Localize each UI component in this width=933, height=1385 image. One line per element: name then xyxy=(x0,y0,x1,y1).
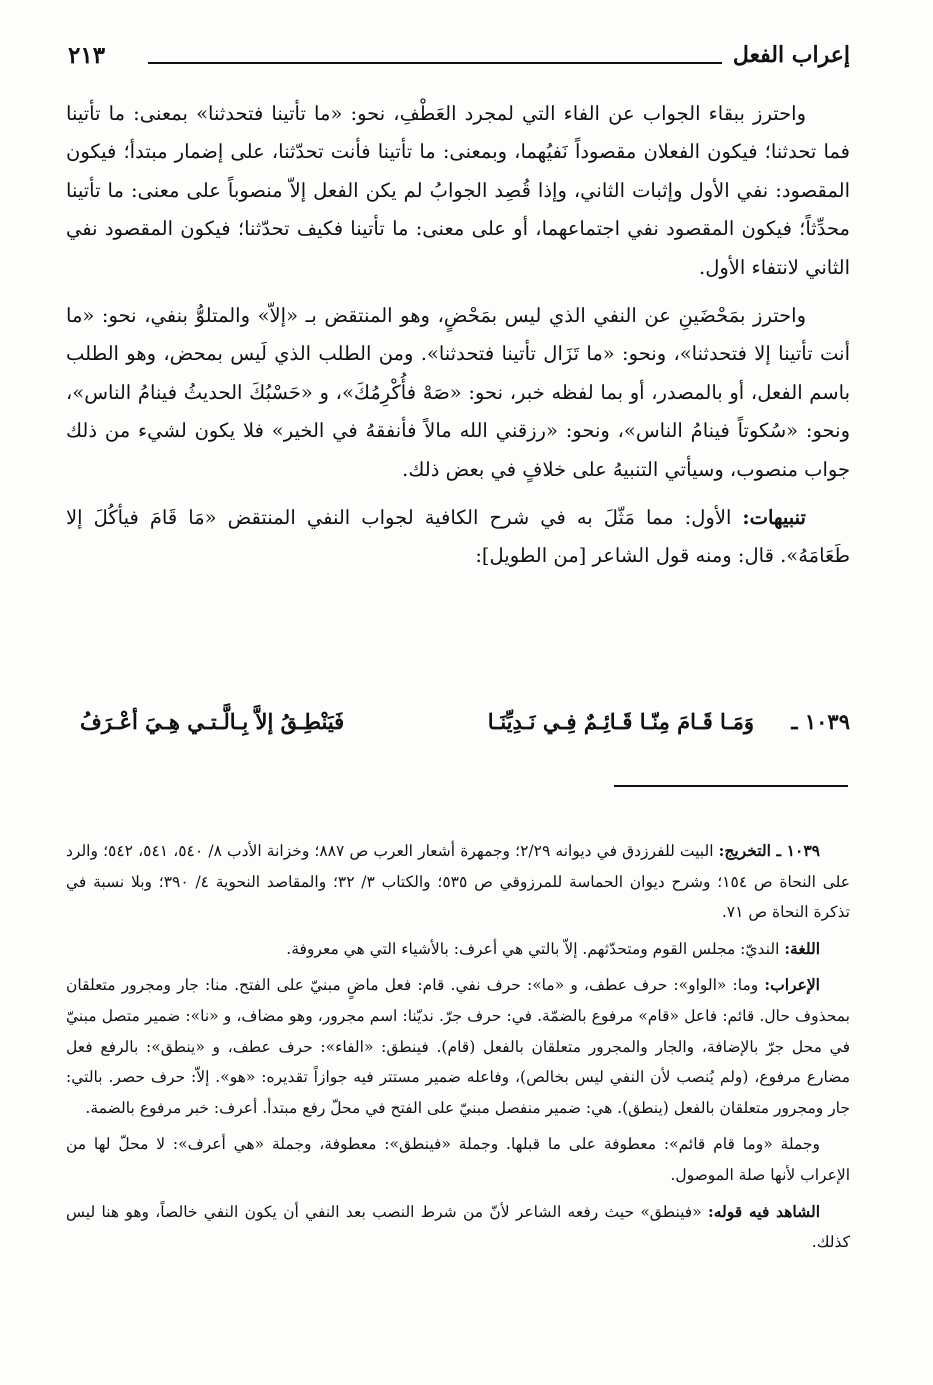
takhrij-label: ١٠٣٩ ـ التخريج: xyxy=(718,841,820,860)
paragraph-3 xyxy=(66,499,850,576)
notes-heading: تنبيهات: xyxy=(742,506,806,530)
paragraph-1: واحترز ببقاء الجواب عن الفاء التي لمجرد العَطْفِ، نحو: «ما تأتينا فتحدثنا» بمعنى: ما تأتينا فما تحدثنا؛ فيكون الفعلان مقصوداً نَفيُهما، وبمعنى: ما تأتينا فأنت تحدّثنا، على إضمار مبتدأ؛ فيكون المقصود: نفي الأول وإثبات الثاني، وإذا قُصِد الجوابُ لم يكن الفعل إلاّ منصوباً على معنى: ما تأتينا محدِّثاً؛ فيكون المقصود نفي اجتماعهما، أو على معنى: ما تأتينا فكيف تحدّثنا؛ فيكون المقصود نفي الثاني لانتفاء الأول. xyxy=(66,102,850,279)
main-text xyxy=(66,95,850,586)
irab-text: وما: «الواو»: حرف عطف، و «ما»: حرف نفي. قام: فعل ماضٍ مبنيّ على الفتح. منا: جار ومجرور متعلقان بمحذوف حال. قائم: فاعل «قام» مرفوع بالضمّة. في: حرف جرّ. نديّنا: اسم مجرور، وهو مضاف، و «نا»: ضمير متصل مبنيّ في محل جرّ بالإضافة، والجار والمجرور متعلقان بالفعل (قام). فينطق: «الفاء»: حرف عطف، و «ينطق»: بالرفع فعل مضارع مرفوع، (ولم يُنصب لأن النفي ليس بخالص)، وفاعله ضمير مستتر فيه جوازاً تقديره: «هو». إلاّ: حرف حصر. بالتي: جار ومجرور متعلقان بالفعل (ينطق). هي: ضمير منفصل مبنيّ على الفتح في محلّ رفع مبتدأ. أعرف: خبر مرفوع بالضمة. xyxy=(66,976,850,1117)
footnotes xyxy=(66,836,850,1264)
page-number: ٢١٣ xyxy=(68,42,106,69)
header-rule xyxy=(148,62,722,64)
footnote-jumal: وجملة «وما قام قائم»: معطوفة على ما قبلها. وجملة «فينطق»: معطوفة، وجملة «هي أعرف»: لا محلّ لها من الإعراب لأنها صلة الموصول. xyxy=(66,1135,850,1184)
verse-number: ١٠٣٩ ـ xyxy=(791,709,850,734)
verse-first-hemistich: وَمَـا قَـامَ مِنّـا قَـائِـمٌ فِـي نَـدِيِّنَـا xyxy=(487,709,754,734)
takhrij-text: البيت للفرزدق في ديوانه ٢/٢٩؛ وجمهرة أشعار العرب ص ٨٨٧؛ وخزانة الأدب ٨/ ٥٤٠، ٥٤١، ٥٤٢؛ والرد على النحاة ص ١٥٤؛ وشرح ديوان الحماسة للمرزوقي ص ٥٣٥؛ والكتاب ٣/ ٣٢؛ والمقاصد النحوية ٤/ ٣٩٠؛ وبلا نسبة في تذكرة النحاة ص ٧١. xyxy=(66,842,851,922)
shahid-label: الشاهد فيه قوله: xyxy=(708,1201,821,1221)
lugha-text: النديّ: مجلس القوم ومتحدّثهم. إلاّ بالتي هي أعرف: بالأشياء التي هي معروفة. xyxy=(286,939,780,958)
footnote-shahid xyxy=(66,1197,850,1258)
irab-label: الإعراب: xyxy=(764,975,820,995)
shahid-text: «فينطق» حيث رفعه الشاعر لأنّ من شرط النصب بعد النفي أن يكون النفي خالصاً، وهو هنا ليس كذلك. xyxy=(66,1202,850,1252)
footnote-takhrij xyxy=(66,836,850,928)
verse-second-hemistich: فَيَنْطِـقُ إلاَّ بِـالَّـتـي هِـيَ أعْـرَفُ xyxy=(80,709,345,734)
section-title: إعراب الفعل xyxy=(732,42,850,68)
page-header xyxy=(68,42,850,78)
footnote-irab xyxy=(66,970,850,1123)
paragraph-3-text: الأول: مما مَثّلَ به في شرح الكافية لجواب النفي المنتقض «مَا قَامَ فيأكُلَ إلا طَعَامَهُ». قال: ومنه قول الشاعر [من الطويل]: xyxy=(66,506,850,568)
footnote-lugha xyxy=(66,934,850,965)
lugha-label: اللغة: xyxy=(784,938,820,958)
paragraph-2: واحترز بمَحْضَينِ عن النفي الذي ليس بمَحْضٍ، وهو المنتقض بـ «إلاّ» والمتلوُّ بنفي، نحو: «ما أنت تأتينا إلا فتحدثنا»، ونحو: «ما تَزَال تأتينا فتحدثنا». ومن الطلب الذي لَيس بمحض، وهو الطلب باسم الفعل، أو بالمصدر، أو بما لفظه خبر، نحو: «صَهْ فأُكْرِمُكَ»، و «حَسْبُكَ الحديثُ فينامُ الناس»، ونحو: «سُكوتاً فينامُ الناس»، ونحو: «رزقني الله مالاً فأنفقهُ في الخير» فلا يكون لشيء من ذلك جواب منصوب، وسيأتي التنبيهُ على خلافٍ في بعض ذلك. xyxy=(66,304,850,481)
footnote-separator xyxy=(614,785,848,787)
